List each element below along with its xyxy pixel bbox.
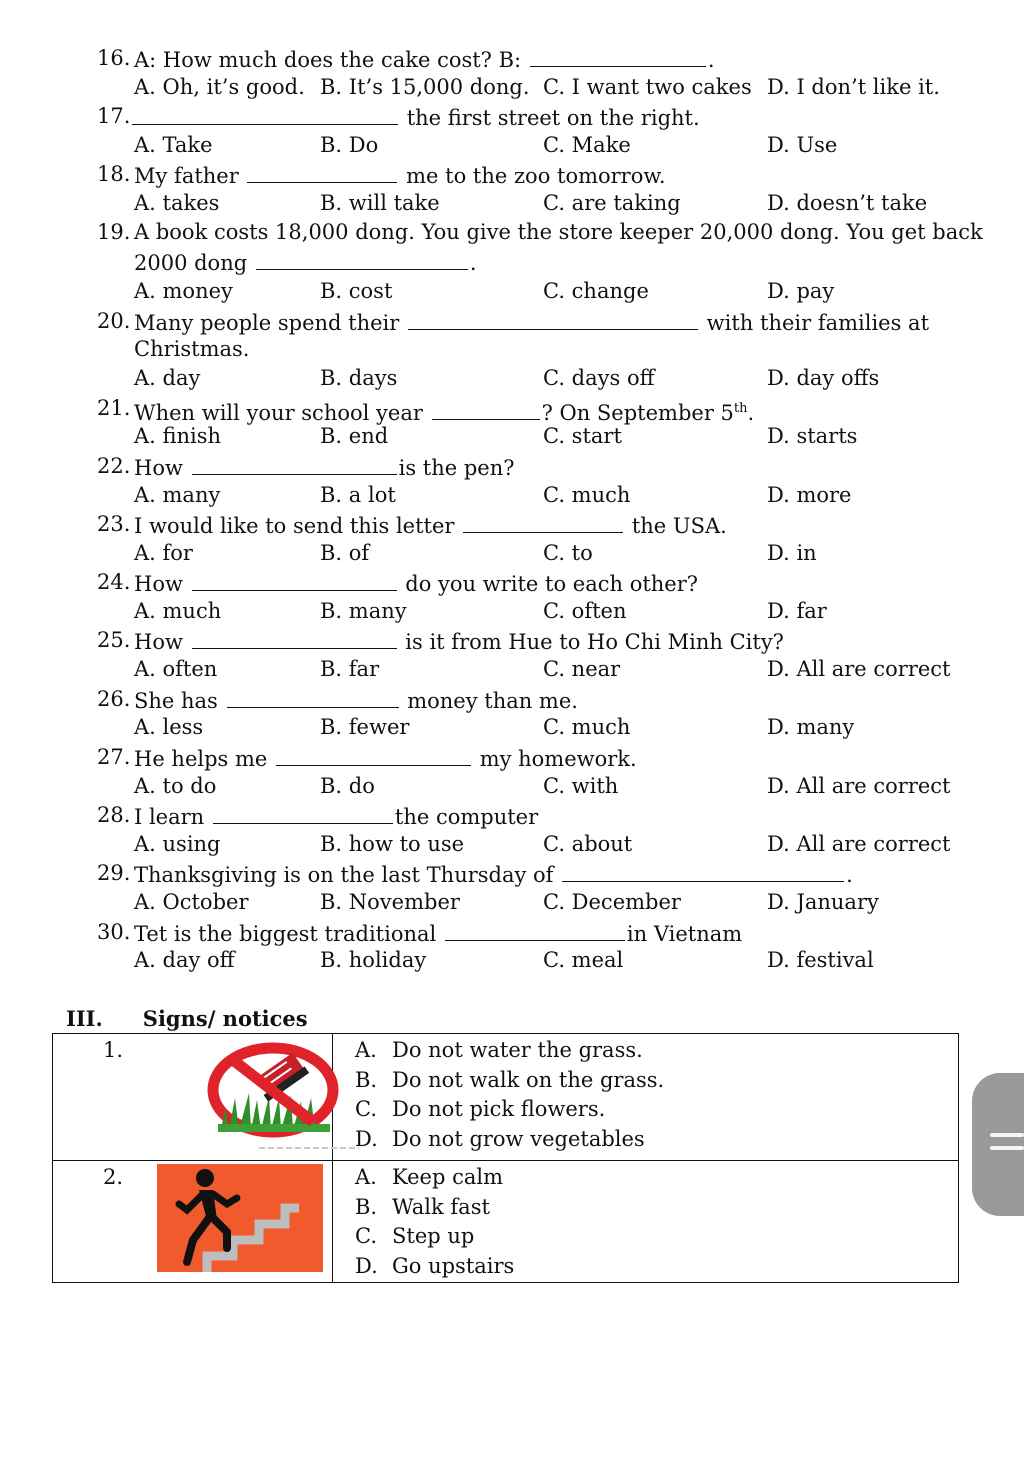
sign-option-a[interactable]: A. Do not water the grass. (355, 1038, 643, 1062)
question-text: How is the pen? (134, 452, 515, 483)
section-heading (66, 1006, 308, 1031)
option-b[interactable]: B. of (320, 541, 370, 565)
option-c[interactable]: C. I want two cakes (543, 75, 752, 99)
option-a[interactable]: A. less (134, 715, 204, 739)
question-text: I would like to send this letter the USA. (134, 510, 727, 541)
option-a[interactable]: A. Oh, it’s good. (134, 75, 305, 99)
option-a[interactable]: A. to do (134, 774, 217, 798)
option-a[interactable]: A. day off (134, 948, 235, 972)
option-b[interactable]: B. a lot (320, 483, 396, 507)
question-number: 30. (97, 920, 131, 944)
question-number: 21. (97, 396, 131, 420)
question-text: A: How much does the cake cost? B: . (134, 44, 715, 75)
option-d[interactable]: D. Use (767, 133, 838, 157)
answer-blank[interactable] (432, 397, 540, 420)
answer-blank[interactable] (192, 452, 397, 475)
sign-number: 1. (103, 1038, 124, 1062)
question-number: 25. (97, 628, 131, 652)
question-text: How do you write to each other? (134, 568, 698, 599)
option-c[interactable]: C. change (543, 279, 649, 303)
signs-table (52, 1033, 959, 1283)
sign-options (333, 1034, 959, 1161)
option-d[interactable]: D. many (767, 715, 855, 739)
question-text-continued: 2000 dong . (134, 247, 477, 278)
option-a[interactable]: A. much (134, 599, 222, 623)
option-d[interactable]: D. far (767, 599, 827, 623)
option-d[interactable]: D. in (767, 541, 817, 565)
sign-option-a[interactable]: A. Keep calm (355, 1165, 504, 1189)
answer-blank[interactable] (530, 44, 706, 67)
question-text: How is it from Hue to Ho Chi Minh City? (134, 626, 784, 657)
option-a[interactable]: A. Take (134, 133, 213, 157)
option-a[interactable]: A. often (134, 657, 218, 681)
option-b[interactable]: B. do (320, 774, 375, 798)
option-b[interactable]: B. far (320, 657, 380, 681)
question-text: the first street on the right. (130, 102, 700, 133)
person-climbing-stairs-sign-icon (157, 1164, 323, 1272)
option-c[interactable]: C. about (543, 832, 633, 856)
option-c[interactable]: C. days off (543, 366, 655, 390)
option-b[interactable]: B. fewer (320, 715, 410, 739)
question-text: Tet is the biggest traditional in Vietnam (134, 918, 742, 949)
answer-blank[interactable] (276, 743, 471, 766)
option-c[interactable]: C. December (543, 890, 681, 914)
option-d[interactable]: D. All are correct (767, 774, 951, 798)
sign-option-d[interactable]: D. Go upstairs (355, 1253, 515, 1278)
option-a[interactable]: A. using (134, 832, 221, 856)
question-number: 17. (97, 104, 131, 128)
sign-row-2 (53, 1161, 959, 1283)
option-d[interactable]: D. January (767, 890, 879, 914)
option-b[interactable]: B. days (320, 366, 398, 390)
option-b[interactable]: B. end (320, 424, 389, 448)
option-c[interactable]: C. Make (543, 133, 631, 157)
option-b[interactable]: B. holiday (320, 948, 427, 972)
no-walking-on-grass-sign-icon (163, 1038, 379, 1154)
sign-option-b[interactable]: B. Walk fast (355, 1194, 490, 1219)
question-number: 16. (97, 46, 131, 70)
question-number: 19. (97, 220, 131, 244)
option-c[interactable]: C. start (543, 424, 622, 448)
answer-blank[interactable] (247, 160, 397, 183)
question-number: 20. (97, 309, 131, 333)
answer-blank[interactable] (132, 102, 398, 125)
question-text: He helps me my homework. (134, 743, 637, 774)
option-b[interactable]: B. many (320, 599, 407, 623)
option-c[interactable]: C. much (543, 715, 631, 739)
answer-blank[interactable] (192, 568, 397, 591)
question-number: 23. (97, 512, 131, 536)
answer-blank[interactable] (408, 307, 698, 330)
option-a[interactable]: A. day (134, 366, 201, 390)
option-c[interactable]: C. to (543, 541, 593, 565)
answer-blank[interactable] (256, 247, 468, 270)
question-number: 18. (97, 162, 131, 186)
option-d[interactable]: D. I don’t like it. (767, 75, 940, 99)
grip-line-icon (990, 1146, 1024, 1150)
sign-option-c[interactable]: C. Do not pick flowers. (355, 1097, 606, 1121)
question-text: A book costs 18,000 dong. You give the store keeper 20,000 dong. You get back (134, 220, 983, 244)
option-a[interactable]: A. finish (134, 424, 222, 448)
option-a[interactable]: A. takes (134, 191, 220, 215)
sign-option-d[interactable]: D. Do not grow vegetables (355, 1126, 645, 1151)
question-text: She has money than me. (134, 685, 578, 716)
question-text: I learn the computer (134, 801, 538, 832)
sign-options (333, 1161, 959, 1283)
question-text: When will your school year ? On September 5th. (134, 394, 754, 428)
sign-option-c[interactable]: C. Step up (355, 1224, 475, 1248)
question-text: My father me to the zoo tomorrow. (134, 160, 666, 191)
question-number: 29. (97, 861, 131, 885)
option-b[interactable]: B. will take (320, 191, 440, 215)
option-c[interactable]: C. near (543, 657, 621, 681)
question-text-continued: Christmas. (134, 337, 250, 361)
option-a[interactable]: A. many (134, 483, 221, 507)
sign-option-b[interactable]: B. Do not walk on the grass. (355, 1067, 665, 1092)
option-d[interactable]: D. day offs (767, 366, 880, 390)
option-b[interactable]: B. Do (320, 133, 379, 157)
option-a[interactable]: A. October (134, 890, 249, 914)
option-d[interactable]: D. more (767, 483, 852, 507)
option-a[interactable]: A. money (134, 279, 233, 303)
question-number: 28. (97, 803, 131, 827)
option-d[interactable]: D. All are correct (767, 657, 951, 681)
question-number: 26. (97, 687, 131, 711)
option-d[interactable]: D. festival (767, 948, 874, 972)
option-c[interactable]: C. often (543, 599, 627, 623)
answer-blank[interactable] (192, 626, 397, 649)
option-d[interactable]: D. doesn’t take (767, 191, 928, 215)
sign-row-1 (53, 1034, 959, 1161)
sign-image-cell (53, 1161, 333, 1283)
option-b[interactable]: B. November (320, 890, 460, 914)
option-d[interactable]: D. starts (767, 424, 858, 448)
option-d[interactable]: D. All are correct (767, 832, 951, 856)
option-d[interactable]: D. pay (767, 279, 835, 303)
grip-line-icon (990, 1133, 1024, 1137)
answer-blank[interactable] (562, 859, 844, 882)
option-b[interactable]: B. cost (320, 279, 393, 303)
question-number: 24. (97, 570, 131, 594)
scroll-handle[interactable] (972, 1073, 1024, 1216)
answer-blank[interactable] (445, 918, 625, 941)
section-title: Signs/ notices (142, 1006, 308, 1031)
question-text: Thanksgiving is on the last Thursday of . (134, 859, 853, 890)
answer-blank[interactable] (213, 801, 393, 824)
answer-blank[interactable] (463, 510, 623, 533)
option-c[interactable]: C. meal (543, 948, 624, 972)
answer-blank[interactable] (227, 685, 399, 708)
option-b[interactable]: B. It’s 15,000 dong. (320, 75, 530, 99)
option-a[interactable]: A. for (134, 541, 193, 565)
option-c[interactable]: C. with (543, 774, 619, 798)
question-number: 22. (97, 454, 131, 478)
sign-number: 2. (103, 1165, 124, 1189)
question-number: 27. (97, 745, 131, 769)
option-c[interactable]: C. much (543, 483, 631, 507)
section-number: III. (66, 1006, 103, 1031)
option-c[interactable]: C. are taking (543, 191, 681, 215)
question-text: Many people spend their with their families at (134, 307, 929, 338)
sign-image-cell (53, 1034, 333, 1161)
option-b[interactable]: B. how to use (320, 832, 465, 856)
